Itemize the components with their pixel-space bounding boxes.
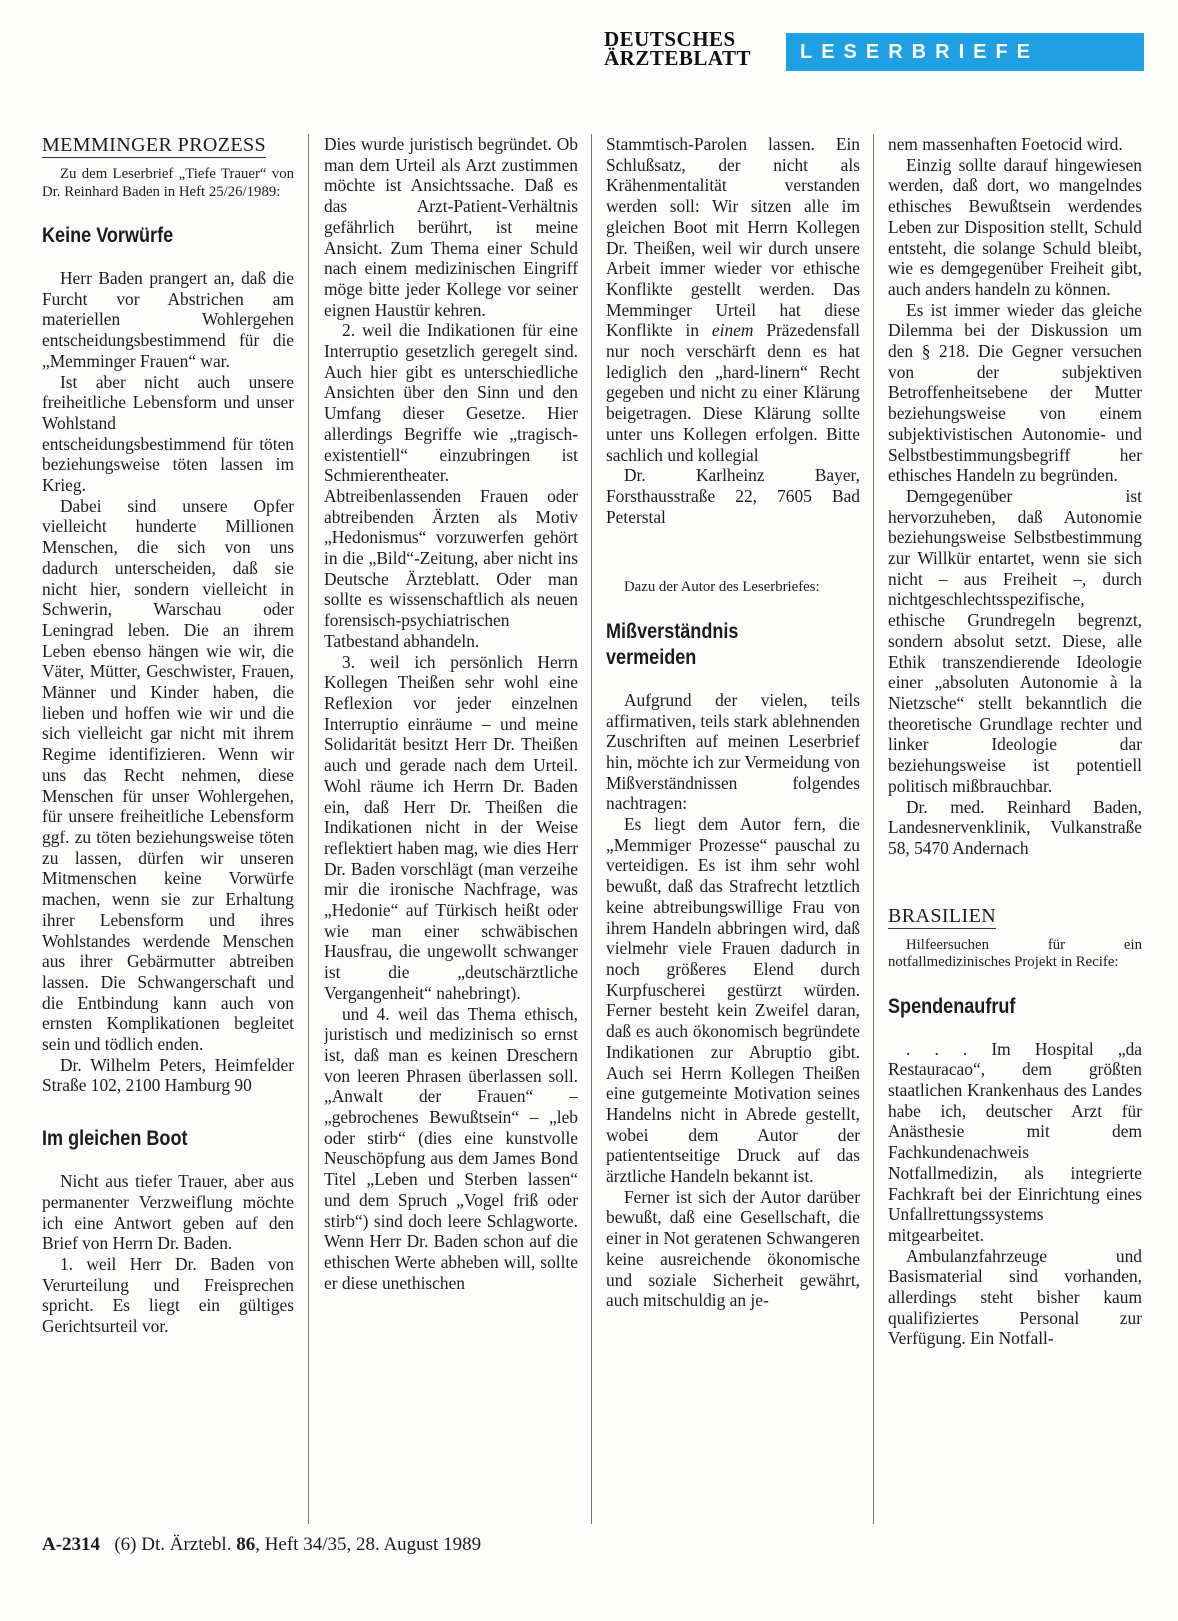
paragraph: Ambulanzfahrzeuge und Basismaterial sind vorhanden, allerdings steht bisher kaum qualifiziertes Personal zur Verfügung. Ein Notfall- xyxy=(888,1245,1142,1349)
journal-name-line1: DEUTSCHES xyxy=(604,27,736,51)
paragraph: und 4. weil das Thema ethisch, juristisch und medizinisch so ernst ist, daß man es keinen Dreschern von leeren Phrasen überlassen soll. „Anwalt der Frauen“ – „gebrochenes Bewußtsein“ – „leb oder stirb“ (dies eine kunstvolle Neuschöpfung aus dem James Bond Titel „Leben und Sterben lassen“ und dem Spruch „Vogel friß oder stirb“) sind doch leere Schlagworte. Wenn Herr Dr. Baden schon auf die ethischen Werte abheben will, sollte er diese unethischen xyxy=(324,1003,578,1293)
letter-headline: Mißverständnis vermeiden xyxy=(606,619,739,669)
letter-signature: Dr. Karlheinz Bayer, Forsthausstraße 22, 7605 Bad Peterstal xyxy=(606,465,860,527)
emphasis: einem xyxy=(711,320,754,341)
letter-signature: Dr. Wilhelm Peters, Heimfelder Straße 102, 2100 Hamburg 90 xyxy=(42,1054,294,1096)
paragraph: Ist aber nicht auch unsere freiheitliche Lebensform und unser Wohlstand entscheidungsbestimmend für töten beziehungsweise töten lassen im Krieg. xyxy=(42,371,294,496)
page-number: A-2314 xyxy=(42,1534,101,1555)
column-1 xyxy=(42,134,294,1524)
column-2 xyxy=(324,134,578,1524)
paragraph: 1. weil Herr Dr. Baden von Verurteilung und Freisprechen spricht. Es liegt ein gültiges Gerichtsurteil vor. xyxy=(42,1253,294,1337)
journal-name-line2: ÄRZTEBLATT xyxy=(604,46,751,70)
letter-signature: Dr. med. Reinhard Baden, Landesnervenklinik, Vulkanstraße 58, 5470 Andernach xyxy=(888,796,1142,858)
paragraph xyxy=(606,134,860,465)
paragraph: Es liegt dem Autor fern, die „Memmiger Prozesse“ pauschal zu verteidigen. Es ist ihm sehr wohl bewußt, daß das Strafrecht letztlich keine abtreibungswillige Frau von ihrem Handeln abbringen wird, daß vielmehr viele Frauen dadurch in noch größeres Elend durch Kurpfuscherei gestürzt würden. Ferner besteht kein Zweifel daran, daß es auch ökonomisch begründete Indikationen zur Abruptio gibt. Auch sei Herrn Kollegen Theißen eine gutgemeinte Motivation seines Handelns nicht in Abrede gestellt, wobei dem Autor der patiententseitige Druck auf das ärztliche Handeln bekannt ist. xyxy=(606,814,860,1187)
letter-headline: Keine Vorwürfe xyxy=(42,224,174,247)
journal-logo xyxy=(604,27,780,70)
letter-headline: Im gleichen Boot xyxy=(42,1127,188,1151)
text-run: Stammtisch-Parolen lassen. Ein Schlußsatz, der nicht als Krähenmentalität verstanden werden soll: Wir sitzen alle im gleichen Boot mit Herrn Kollegen Dr. Theißen, weil wir durch unsere Arbeit immer wieder vor ethische Konflikte gestellt werden. Das Memminger Urteil hat diese Konflikte in xyxy=(606,134,860,341)
paragraph: Aufgrund der vielen, teils affirmativen, teils stark ablehnenden Zuschriften auf meinen Leserbrief hin, möchte ich zur Vermeidung von Mißverständnissen folgendes nachtragen: xyxy=(606,689,860,814)
column-3 xyxy=(606,134,860,1524)
paragraph: Es ist immer wieder das gleiche Dilemma bei der Diskussion um den § 218. Die Gegner versuchen von der subjektiven Betroffenheitsebene der Mutter beziehungsweise von einem subjektivistischen Autonomie- und Selbstbestimmungsbegriff her ethisches Handeln zu begründen. xyxy=(888,299,1142,486)
paragraph: Herr Baden prangert an, daß die Furcht vor Abstrichen am materiellen Wohlergehen entscheidungsbestimmend für die „Memminger Frauen“ war. xyxy=(42,268,294,371)
text-run: Präzedensfall nur noch verschärft denn es hat lediglich den „hard-linern“ Recht gegeben und nicht zu einer Klärung beigetragen. Diese Klärung sollte unter uns Kollegen erfolgen. Bitte sachlich und kollegial xyxy=(606,320,860,465)
paragraph: Dabei sind unsere Opfer vielleicht hunderte Millionen Menschen, die sich von uns dadurch unterscheiden, daß sie nicht hier, sondern vielleicht in Schwerin, Warschau oder Leningrad leben. Die an ihrem Leben ebenso hängen wie wir, die Väter, Mütter, Geschwister, Frauen, Männer und Kinder haben, die lieben und hoffen wie wir und die sich vielleicht gar nicht mit ihrem Regime identifizieren. Wenn wir uns das Recht nehmen, diese Menschen für unser Wohlergehen, für unsere freiheitliche Lebensform ggf. zu töten beziehungsweise töten zu lassen, dürfen wir unseren Mitmenschen keine Vorwürfe machen, wenn sie zur Erhaltung ihrer Lebensform und ihres Wohlstandes werdende Menschen aus ihrer Gebärmutter abtreiben lassen. Die Schwangerschaft und die Entbindung kann auch von ernsten Komplikationen begleitet sein und tödlich enden. xyxy=(42,495,294,1055)
column-divider xyxy=(308,134,309,1524)
section-rubric: BRASILIEN xyxy=(888,904,997,927)
paragraph: Dies wurde juristisch begründet. Ob man dem Urteil als Arzt zustimmen möchte ist Ansichtssache. Daß es das Arzt-Patient-Verhältnis gefährlich berührt, ist meine Ansicht. Zum Thema einer Schuld nach einem medizinischen Eingriff möge bitte jeder Kollege vor seiner eignen Haustür kehren. xyxy=(324,134,578,320)
column-4 xyxy=(888,134,1142,1524)
letter-headline: Spendenaufruf xyxy=(888,994,1016,1018)
paragraph: Einzig sollte darauf hingewiesen werden, daß dort, wo mangelndes ethisches Bewußtsein werdendes Leben zur Disposition stellt, Schuld entsteht, die solange Schuld bleibt, wie es demgegenüber Freiheit gibt, auch anders handeln zu können. xyxy=(888,154,1142,299)
paragraph: Demgegenüber ist hervorzuheben, daß Autonomie beziehungsweise Selbstbestimmung zur Willkür entartet, wenn sie sich nicht – aus Freiheit –, durch nichtgeschlechtsspezifische, ethische Grundregeln begrenzt, sondern absolut setzt. Diese, alle Ethik transzendierende Ideologie einer „absoluten Autonomie à la Nietzsche“ stellt bekanntlich die theoretische Grundlage rechter und linker Ideologie dar beziehungsweise ist potentiell politisch mißbrauchbar. xyxy=(888,485,1142,796)
page-footer xyxy=(42,1534,481,1556)
letter-intro: Hilfeersuchen für ein notfallmedizinisches Projekt in Recife: xyxy=(888,936,1142,971)
issue-date: , Heft 34/35, 28. August 1989 xyxy=(255,1534,482,1555)
section-rubric: MEMMINGER PROZESS xyxy=(42,134,267,156)
volume-number: 86 xyxy=(236,1534,256,1555)
paragraph: Ferner ist sich der Autor darüber bewußt, daß eine Gesellschaft, die einer in Not geratenen Schwangeren keine ausreichende ökonomische und soziale Sicherheit gewährt, auch mitschuldig an je- xyxy=(606,1186,860,1311)
citation-ref: (6) Dt. Ärztebl. xyxy=(114,1534,232,1555)
paragraph: 3. weil ich persönlich Herrn Kollegen Theißen sehr wohl eine Reflexion vor jeder einzelnen Interruptio einräume – und meine Solidarität besitzt Herr Dr. Theißen auch und gerade nach dem Urteil. Wohl räume ich Herrn Dr. Baden ein, daß Herr Dr. Theißen die Indikationen nicht in der Weise reflektiert haben mag, wie dies Herr Dr. Baden vorschlägt (man verzeihe mir die ironische Nachfrage, was „Hedonie“ auf Türkisch heißt oder wie man einer schwäbischen Hausfrau, die ungewollt schwanger ist die „deutschärztliche Vergangenheit“ nahebringt). xyxy=(324,651,578,1003)
letter-intro: Zu dem Leserbrief „Tiefe Trauer“ von Dr. Reinhard Baden in Heft 25/26/1989: xyxy=(42,166,294,200)
section-banner: LESERBRIEFE xyxy=(786,33,1144,71)
paragraph: Nicht aus tiefer Trauer, aber aus permanenter Verzweiflung möchte ich eine Antwort geben auf den Brief von Herrn Dr. Baden. xyxy=(42,1171,294,1254)
column-divider xyxy=(873,134,874,1524)
letter-intro: Dazu der Autor des Leserbriefes: xyxy=(624,579,820,596)
paragraph: . . . Im Hospital „da Restauracao“, dem größten staatlichen Krankenhaus des Landes habe ich, deutscher Arzt für Anästhesie mit dem Fachkundenachweis Notfallmedizin, als integrierte Fachkraft bei der Einrichtung eines Unfallrettungssystems mitgearbeitet. xyxy=(888,1038,1142,1245)
column-divider xyxy=(591,134,592,1524)
paragraph: 2. weil die Indikationen für eine Interruptio gesetzlich geregelt sind. Auch hier gibt es unterschiedliche Ansichten über den Sinn und den Umfang dieser Gesetze. Hier allerdings Begriffe wie „tragisch-existentiell“ einzubringen ist Schmierentheater. Abtreibenlassenden Frauen oder abtreibenden Ärzten als Motiv „Hedonismus“ vorzuwerfen gehört in die „Bild“-Zeitung, aber nicht ins Deutsche Ärzteblatt. Oder man sollte es wissenschaftlich als neuen forensisch-psychiatrischen Tatbestand abhandeln. xyxy=(324,320,578,651)
paragraph: nem massenhaften Foetocid wird. xyxy=(888,134,1123,154)
